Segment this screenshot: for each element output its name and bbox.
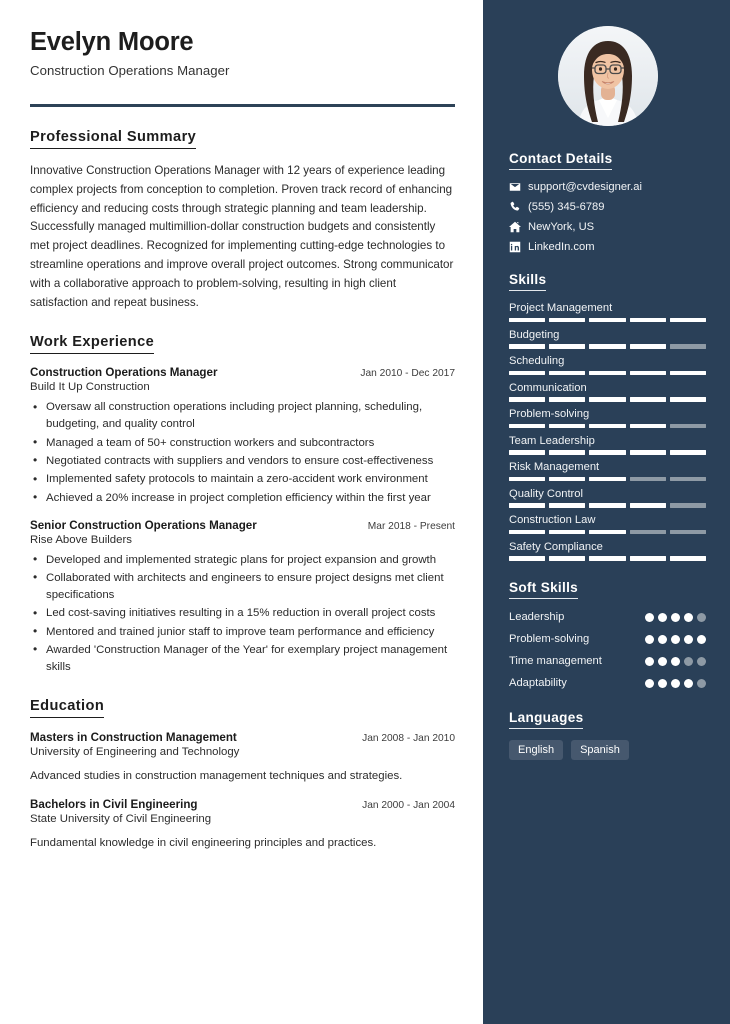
skill-segment: [509, 397, 545, 402]
skill-row: [509, 382, 706, 402]
skill-row: [509, 461, 706, 481]
skill-segment: [549, 397, 585, 402]
section-languages: [509, 709, 706, 760]
skill-segment: [630, 530, 666, 535]
education-date: Jan 2008 - Jan 2010: [362, 732, 455, 744]
contact-item-phone[interactable]: [509, 201, 706, 213]
skill-segment: [630, 371, 666, 376]
rating-dot: [645, 679, 655, 689]
skill-segment: [509, 344, 545, 349]
soft-skill-rating: [645, 676, 707, 689]
avatar-container: [509, 26, 706, 126]
soft-skill-name: Adaptability: [509, 676, 567, 689]
skill-level-bar: [509, 424, 706, 429]
bullet-item: • Mentored and trained junior staff to improve team performance and efficiency: [30, 624, 455, 641]
skill-segment: [509, 424, 545, 429]
portrait-photo-icon: [558, 26, 658, 126]
rating-dot: [658, 657, 668, 667]
rating-dot: [671, 679, 681, 689]
skill-segment: [509, 530, 545, 535]
skill-segment: [549, 371, 585, 376]
skill-segment: [589, 344, 625, 349]
skill-row: [509, 408, 706, 428]
education-school: State University of Civil Engineering: [30, 812, 212, 825]
skill-segment: [589, 503, 625, 508]
skill-name: Quality Control: [509, 487, 583, 500]
rating-dot: [684, 613, 694, 623]
skill-segment: [589, 556, 625, 561]
bullet-item: • Awarded 'Construction Manager of the Year' for exemplary project management skills: [30, 642, 455, 676]
work-entry-role: Senior Construction Operations Manager: [30, 518, 257, 532]
skill-segment: [630, 344, 666, 349]
skill-segment: [630, 477, 666, 482]
work-entry-header: [30, 519, 455, 532]
skill-row: [509, 541, 706, 561]
section-title-contact-details: Contact Details: [509, 151, 612, 170]
section-professional-summary: [30, 128, 455, 312]
skill-segment: [589, 371, 625, 376]
skill-segment: [509, 503, 545, 508]
education-entry: [30, 798, 455, 852]
work-entry-header: [30, 366, 455, 379]
rating-dot: [697, 679, 707, 689]
work-entry-date: Mar 2018 - Present: [367, 520, 455, 532]
envelope-icon: [509, 181, 528, 193]
section-title-work-experience: Work Experience: [30, 334, 154, 354]
education-school: University of Engineering and Technology: [30, 745, 240, 758]
phone-icon: [509, 201, 528, 213]
section-education: [30, 697, 455, 852]
soft-skill-rating: [645, 632, 707, 645]
candidate-job-title: Construction Operations Manager: [30, 63, 230, 79]
soft-skill-row: [509, 676, 706, 691]
skill-segment: [670, 530, 706, 535]
skill-name: Scheduling: [509, 355, 565, 367]
skill-row: [509, 302, 706, 322]
home-icon: [509, 221, 528, 233]
work-entry-company: Rise Above Builders: [30, 533, 132, 546]
rating-dot: [658, 613, 668, 623]
soft-skill-row: [509, 610, 706, 625]
contact-item-location[interactable]: [509, 221, 706, 233]
work-entry-bullets: [30, 552, 455, 676]
rating-dot: [658, 635, 668, 645]
work-entry-bullets: [30, 399, 455, 506]
header-divider: [30, 104, 455, 107]
resume-header: [30, 28, 455, 107]
soft-skills-list: [509, 610, 706, 691]
contact-item-email[interactable]: [509, 181, 706, 193]
skill-segment: [630, 397, 666, 402]
work-entry: [30, 519, 455, 676]
contact-item-linkedin[interactable]: [509, 241, 706, 253]
skill-segment: [549, 477, 585, 482]
skill-name: Project Management: [509, 302, 613, 314]
bullet-item: • Oversaw all construction operations including project planning, scheduling, budgeting, and quality control: [30, 399, 455, 433]
linkedin-icon: [509, 241, 528, 253]
languages-list: [509, 740, 706, 760]
skill-row: [509, 514, 706, 534]
skill-row: [509, 488, 706, 508]
skill-segment: [670, 371, 706, 376]
section-skills: [509, 271, 706, 561]
soft-skill-rating: [645, 654, 707, 667]
skill-level-bar: [509, 318, 706, 323]
rating-dot: [684, 657, 694, 667]
skill-name: Budgeting: [509, 328, 560, 341]
skill-segment: [509, 556, 545, 561]
skill-row: [509, 435, 706, 455]
rating-dot: [684, 679, 694, 689]
skill-segment: [509, 450, 545, 455]
skill-name: Problem-solving: [509, 408, 590, 420]
skill-name: Risk Management: [509, 461, 600, 473]
bullet-item: • Led cost-saving initiatives resulting in a 15% reduction in overall project costs: [30, 605, 455, 622]
rating-dot: [671, 635, 681, 645]
skill-segment: [670, 556, 706, 561]
skill-segment: [670, 503, 706, 508]
skill-name: Safety Compliance: [509, 540, 603, 553]
education-entry-header: [30, 731, 455, 744]
skill-segment: [549, 530, 585, 535]
skill-segment: [509, 371, 545, 376]
soft-skill-row: [509, 632, 706, 647]
rating-dot: [697, 635, 707, 645]
language-chip: Spanish: [571, 740, 629, 760]
skill-level-bar: [509, 530, 706, 535]
skill-segment: [589, 477, 625, 482]
contact-email-value: support@cvdesigner.ai: [528, 181, 642, 193]
skill-name: Team Leadership: [509, 434, 595, 447]
skill-name: Construction Law: [509, 514, 596, 526]
skill-segment: [670, 450, 706, 455]
bullet-item: • Achieved a 20% increase in project completion efficiency within the first year: [30, 490, 455, 507]
skill-segment: [549, 503, 585, 508]
skill-row: [509, 355, 706, 375]
professional-summary-text: Innovative Construction Operations Manager with 12 years of experience leading complex projects from conception to completion. Proven track record of enhancing efficiency and reducing costs through strategic planning and team leadership. Successfully managed multimillion-dollar construction budgets and consistently met project deadlines. Recognized for implementing cutting-edge technologies to streamline operations and improve overall project outcomes. Strong communicator with a collaborative approach to problem-solving, resulting in high client satisfaction and repeat business.: [30, 164, 454, 309]
skill-segment: [670, 397, 706, 402]
skill-segment: [589, 424, 625, 429]
skill-segment: [549, 450, 585, 455]
language-chip: English: [509, 740, 563, 760]
section-title-languages: Languages: [509, 710, 583, 729]
soft-skill-name: Time management: [509, 654, 602, 667]
rating-dot: [671, 657, 681, 667]
work-entry: [30, 366, 455, 506]
candidate-name: Evelyn Moore: [30, 28, 194, 56]
skill-level-bar: [509, 556, 706, 561]
skills-list: [509, 302, 706, 561]
soft-skill-name: Problem-solving: [509, 632, 590, 645]
skill-segment: [630, 556, 666, 561]
section-title-education: Education: [30, 698, 104, 718]
skill-segment: [630, 450, 666, 455]
education-description: Fundamental knowledge in civil engineering principles and practices.: [30, 836, 377, 849]
education-degree: Masters in Construction Management: [30, 730, 237, 744]
skill-segment: [670, 344, 706, 349]
skill-name: Communication: [509, 381, 587, 394]
rating-dot: [684, 635, 694, 645]
skill-segment: [509, 477, 545, 482]
education-degree: Bachelors in Civil Engineering: [30, 797, 198, 811]
skill-level-bar: [509, 450, 706, 455]
skill-segment: [589, 318, 625, 323]
soft-skill-name: Leadership: [509, 610, 565, 623]
skill-segment: [630, 424, 666, 429]
avatar: [558, 26, 658, 126]
rating-dot: [671, 613, 681, 623]
skill-segment: [549, 556, 585, 561]
skill-level-bar: [509, 371, 706, 376]
rating-dot: [645, 613, 655, 623]
soft-skill-row: [509, 654, 706, 669]
skill-row: [509, 329, 706, 349]
skill-segment: [670, 477, 706, 482]
rating-dot: [697, 657, 707, 667]
contact-linkedin-value: LinkedIn.com: [528, 241, 595, 253]
skill-segment: [549, 424, 585, 429]
skill-segment: [670, 318, 706, 323]
skill-segment: [630, 318, 666, 323]
skill-segment: [509, 318, 545, 323]
rating-dot: [645, 635, 655, 645]
education-entry: [30, 731, 455, 785]
skill-level-bar: [509, 344, 706, 349]
bullet-item: • Implemented safety protocols to maintain a zero-accident work environment: [30, 471, 455, 488]
work-entry-role: Construction Operations Manager: [30, 366, 218, 380]
skill-level-bar: [509, 397, 706, 402]
rating-dot: [645, 657, 655, 667]
skill-segment: [670, 424, 706, 429]
rating-dot: [658, 679, 668, 689]
skill-segment: [589, 450, 625, 455]
section-title-skills: Skills: [509, 272, 546, 291]
soft-skill-rating: [645, 610, 707, 623]
bullet-item: • Developed and implemented strategic plans for project expansion and growth: [30, 552, 455, 569]
bullet-item: • Negotiated contracts with suppliers and vendors to ensure cost-effectiveness: [30, 453, 455, 470]
education-description: Advanced studies in construction management techniques and strategies.: [30, 769, 403, 782]
bullet-item: • Collaborated with architects and engineers to ensure project designs met client specifications: [30, 570, 455, 604]
skill-level-bar: [509, 503, 706, 508]
work-entry-date: Jan 2010 - Dec 2017: [360, 368, 455, 380]
skill-level-bar: [509, 477, 706, 482]
section-work-experience: [30, 333, 455, 675]
skill-segment: [549, 344, 585, 349]
skill-segment: [549, 318, 585, 323]
section-title-soft-skills: Soft Skills: [509, 580, 578, 599]
skill-segment: [630, 503, 666, 508]
section-soft-skills: [509, 579, 706, 691]
sidebar: [483, 0, 730, 1024]
skill-segment: [589, 397, 625, 402]
contact-location-value: NewYork, US: [528, 221, 595, 233]
section-title-professional-summary: Professional Summary: [30, 129, 196, 149]
contact-phone-value: (555) 345-6789: [528, 201, 605, 213]
rating-dot: [697, 613, 707, 623]
section-contact-details: [509, 150, 706, 253]
skill-segment: [589, 530, 625, 535]
work-entry-company: Build It Up Construction: [30, 381, 150, 394]
education-entry-header: [30, 798, 455, 811]
bullet-item: • Managed a team of 50+ construction workers and subcontractors: [30, 435, 455, 452]
education-date: Jan 2000 - Jan 2004: [362, 799, 455, 811]
